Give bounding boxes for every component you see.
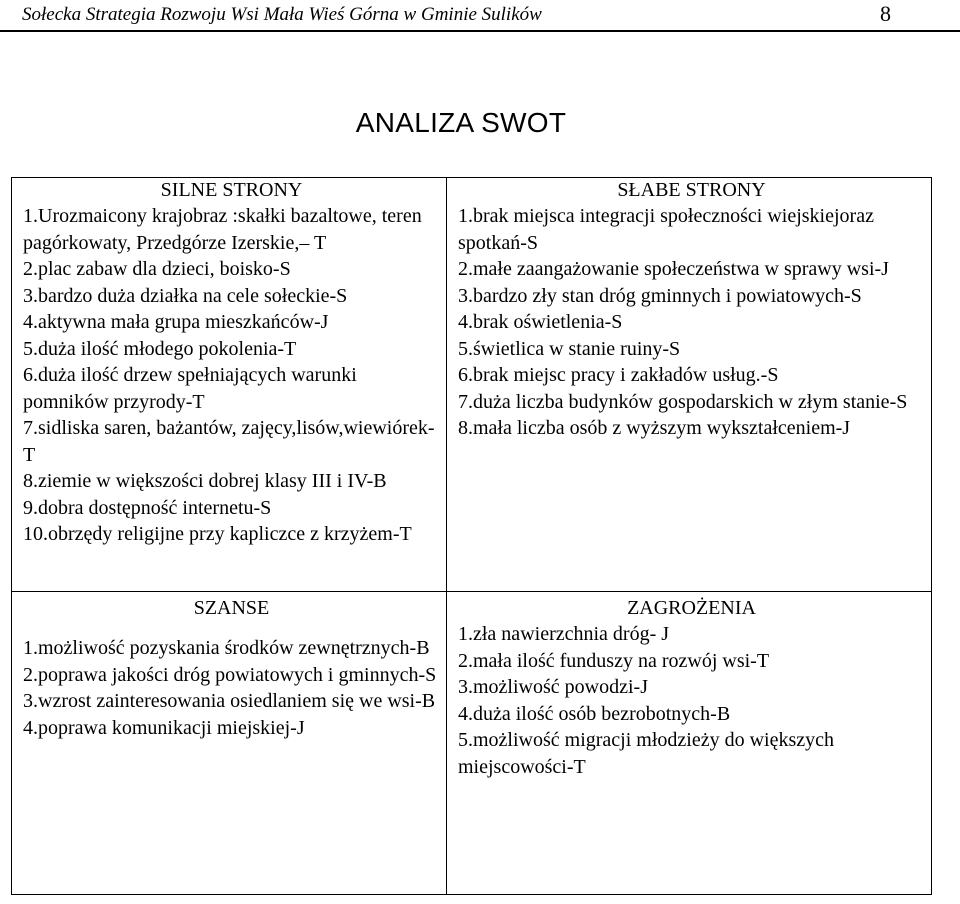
list-item: 6.duża ilość drzew spełniających warunki pomników przyrody-T xyxy=(23,364,357,413)
opportunities-list xyxy=(23,635,440,741)
list-item: 3.bardzo duża działka na cele sołeckie-S xyxy=(23,284,348,307)
threats-heading: ZAGROŻENIA xyxy=(627,597,756,619)
list-item: 10.obrzędy religijne przy kapliczce z krzyżem-T xyxy=(23,523,412,545)
list-item: 8.mała liczba osób z wyższym wykształceniem-J xyxy=(458,417,851,439)
list-item: 5.świetlica w stanie ruiny-S xyxy=(458,337,681,360)
list-item: 1.możliwość pozyskania środków zewnętrznych-B xyxy=(23,637,430,659)
strengths-list xyxy=(23,203,440,548)
list-item: 8.ziemie w większości dobrej klasy III i IV-B xyxy=(23,470,387,492)
document-title: ANALIZA SWOT xyxy=(355,107,567,138)
strengths-cell xyxy=(12,178,447,592)
list-item: 4.aktywna mała grupa mieszkańców-J xyxy=(23,311,329,333)
header-divider xyxy=(0,30,960,32)
list-item: 3.możliwość powodzi-J xyxy=(458,676,648,698)
header-title: Sołecka Strategia Rozwoju Wsi Mała Wieś Górna w Gminie Sulików xyxy=(22,4,542,25)
list-item: 4.poprawa komunikacji miejskiej-J xyxy=(23,716,305,739)
threats-cell xyxy=(447,592,932,895)
list-item: 2.poprawa jakości dróg powiatowych i gminnych-S xyxy=(23,663,437,686)
weaknesses-cell xyxy=(447,178,932,592)
swot-row-external xyxy=(12,592,932,895)
list-item: 3.bardzo zły stan dróg gminnych i powiatowych-S xyxy=(458,284,862,307)
list-item: 4.duża ilość osób bezrobotnych-B xyxy=(458,702,731,725)
list-item: 2.małe zaangażowanie społeczeństwa w sprawy wsi-J xyxy=(458,258,889,280)
list-item: 5.możliwość migracji młodzieży do większych miejscowości-T xyxy=(458,729,835,778)
list-item: 3.wzrost zainteresowania osiedlaniem się we wsi-B xyxy=(23,690,436,712)
weaknesses-heading: SŁABE STRONY xyxy=(617,179,766,201)
weaknesses-list xyxy=(458,203,925,442)
list-item: 7.sidliska saren, bażantów, zajęcy,lisów,wiewiórek-T xyxy=(23,417,435,466)
list-item: 2.plac zabaw dla dzieci, boisko-S xyxy=(23,258,291,280)
threats-list xyxy=(458,621,925,780)
list-item: 2.mała ilość funduszy na rozwój wsi-T xyxy=(458,649,770,672)
swot-row-internal xyxy=(12,178,932,592)
list-item: 6.brak miejsc pracy i zakładów usług.-S xyxy=(458,364,779,386)
strengths-heading: SILNE STRONY xyxy=(160,179,303,201)
opportunities-heading: SZANSE xyxy=(193,597,270,619)
list-item: 1.brak miejsca integracji społeczności wiejskiejoraz spotkań-S xyxy=(458,205,874,254)
list-item: 4.brak oświetlenia-S xyxy=(458,311,623,333)
swot-table xyxy=(11,177,932,895)
opportunities-cell xyxy=(12,592,447,895)
list-item: 7.duża liczba budynków gospodarskich w złym stanie-S xyxy=(458,390,908,413)
list-item: 9.dobra dostępność internetu-S xyxy=(23,496,272,519)
list-item: 5.duża ilość młodego pokolenia-T xyxy=(23,337,297,360)
page-number: 8 xyxy=(880,1,891,26)
list-item: 1.Urozmaicony krajobraz :skałki bazaltowe, teren pagórkowaty, Przedgórze Izerskie,– T xyxy=(23,205,422,254)
page-header xyxy=(0,0,960,32)
list-item: 1.zła nawierzchnia dróg- J xyxy=(458,623,670,645)
